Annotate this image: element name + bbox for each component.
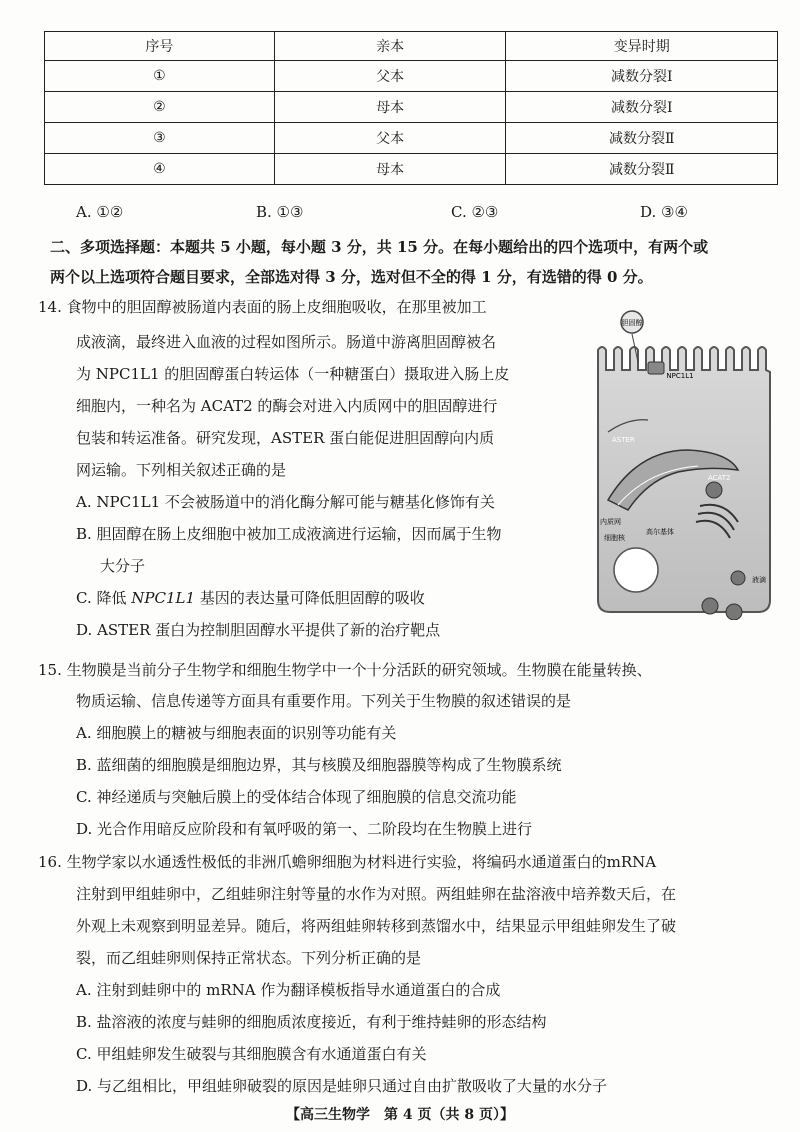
q16-option-c: C. 甲组蛙卵发生破裂与其细胞膜含有水通道蛋白有关 <box>76 1045 427 1063</box>
q14-stem-4: 细胞内，一种名为 ACAT2 的酶会对进入内质网中的胆固醇进行 <box>76 397 498 415</box>
label-cholesterol: 胆固醇 <box>621 319 643 327</box>
q13-option-b: B. ①③ <box>256 203 304 221</box>
q14-option-b: B. 胆固醇在肠上皮细胞中被加工成液滴进行运输，因而属于生物 <box>76 525 502 543</box>
variation-table <box>44 31 778 185</box>
q15-option-d: D. 光合作用暗反应阶段和有氧呼吸的第一、二阶段均在生物膜上进行 <box>76 820 533 838</box>
label-aster: ASTER <box>612 436 635 444</box>
q16-option-d: D. 与乙组相比，甲组蛙卵破裂的原因是蛙卵只通过自由扩散吸收了大量的水分子 <box>76 1077 608 1095</box>
q14-stem-5: 包装和转运准备。研究发现，ASTER 蛋白能促进胆固醇向内质 <box>76 429 495 447</box>
table-cell: ② <box>45 92 275 123</box>
q13-option-a: A. ①② <box>76 203 124 221</box>
q16-option-b: B. 盐溶液的浓度与蛙卵的细胞质浓度接近，有利于维持蛙卵的形态结构 <box>76 1013 547 1031</box>
q16-stem-3: 外观上未观察到明显差异。随后，将两组蛙卵转移到蒸馏水中，结果显示甲组蛙卵发生了破 <box>76 917 677 935</box>
table-row <box>45 154 778 185</box>
q13-option-d: D. ③④ <box>640 203 688 221</box>
table-cell: 减数分裂Ⅱ <box>506 123 778 154</box>
page-footer: 【高三生物学 第 4 页（共 8 页）】 <box>286 1107 514 1123</box>
label-golgi: 高尔基体 <box>646 528 674 536</box>
table-row <box>45 92 778 123</box>
q16-stem-1: 16. 生物学家以水通透性极低的非洲爪蟾卵细胞为材料进行实验，将编码水通道蛋白的mRNA <box>38 853 657 871</box>
intestinal-cell-figure <box>588 300 780 620</box>
table-cell: 母本 <box>274 92 506 123</box>
label-er: 内质网 <box>600 518 621 526</box>
q15-option-c: C. 神经递质与突触后膜上的受体结合体现了细胞膜的信息交流功能 <box>76 788 517 806</box>
q14-stem-2: 成液滴，最终进入血液的过程如图所示。肠道中游离胆固醇被名 <box>76 333 497 351</box>
table-cell: 减数分裂Ⅰ <box>506 92 778 123</box>
q15-option-a: A. 细胞膜上的糖被与细胞表面的识别等功能有关 <box>76 724 397 742</box>
table-header-row <box>45 32 778 61</box>
q16-stem-4: 裂，而乙组蛙卵则保持正常状态。下列分析正确的是 <box>76 949 422 967</box>
q14-option-c: C. 降低 NPC1L1 基因的表达量可降低胆固醇的吸收 <box>76 589 425 607</box>
q14-stem-1: 14. 食物中的胆固醇被肠道内表面的肠上皮细胞吸收，在那里被加工 <box>38 298 487 316</box>
q14-option-d: D. ASTER 蛋白为控制胆固醇水平提供了新的治疗靶点 <box>76 621 441 639</box>
q15-stem-2: 物质运输、信息传递等方面具有重要作用。下列关于生物膜的叙述错误的是 <box>76 692 572 710</box>
q15-option-b: B. 蓝细菌的细胞膜是细胞边界，其与核膜及细胞器膜等构成了生物膜系统 <box>76 756 562 774</box>
table-cell: 减数分裂Ⅰ <box>506 61 778 92</box>
table-cell: 父本 <box>274 61 506 92</box>
table-header: 亲本 <box>274 32 506 61</box>
table-header: 变异时期 <box>506 32 778 61</box>
table-cell: 母本 <box>274 154 506 185</box>
table-row <box>45 61 778 92</box>
q14-stem-3: 为 NPC1L1 的胆固醇蛋白转运体（一种糖蛋白）摄取进入肠上皮 <box>76 365 510 383</box>
q14-stem-6: 网运输。下列相关叙述正确的是 <box>76 461 287 479</box>
table-cell: 减数分裂Ⅱ <box>506 154 778 185</box>
table-cell: ③ <box>45 123 275 154</box>
table-cell: ① <box>45 61 275 92</box>
label-npc1l1: NPC1L1 <box>666 372 694 380</box>
q16-stem-2: 注射到甲组蛙卵中，乙组蛙卵注射等量的水作为对照。两组蛙卵在盐溶液中培养数天后，在 <box>76 885 677 903</box>
label-acat2: ACAT2 <box>708 474 731 482</box>
label-nucleus: 细胞核 <box>604 534 625 542</box>
nucleus-shape <box>614 548 658 592</box>
q15-stem-1: 15. 生物膜是当前分子生物学和细胞生物学中一个十分活跃的研究领域。生物膜在能量转换、 <box>38 661 652 679</box>
gene-name: NPC1L1 <box>131 589 195 607</box>
section2-line-2: 两个以上选项符合题目要求，全部选对得 3 分，选对但不全的得 1 分，有选错的得 0 分。 <box>50 268 653 286</box>
q16-option-a: A. 注射到蛙卵中的 mRNA 作为翻译模板指导水通道蛋白的合成 <box>76 981 501 999</box>
label-droplet: 液滴 <box>752 576 766 584</box>
q14-option-a: A. NPC1L1 不会被肠道中的消化酶分解可能与糖基化修饰有关 <box>76 493 495 511</box>
table-row <box>45 123 778 154</box>
q13-option-c: C. ②③ <box>451 203 499 221</box>
table-cell: ④ <box>45 154 275 185</box>
table-header: 序号 <box>45 32 275 61</box>
section2-line-1: 二、多项选择题：本题共 5 小题，每小题 3 分，共 15 分。在每小题给出的四个选项中，有两个或 <box>50 238 709 256</box>
table-cell: 父本 <box>274 123 506 154</box>
q14-option-b-cont: 大分子 <box>100 557 146 575</box>
